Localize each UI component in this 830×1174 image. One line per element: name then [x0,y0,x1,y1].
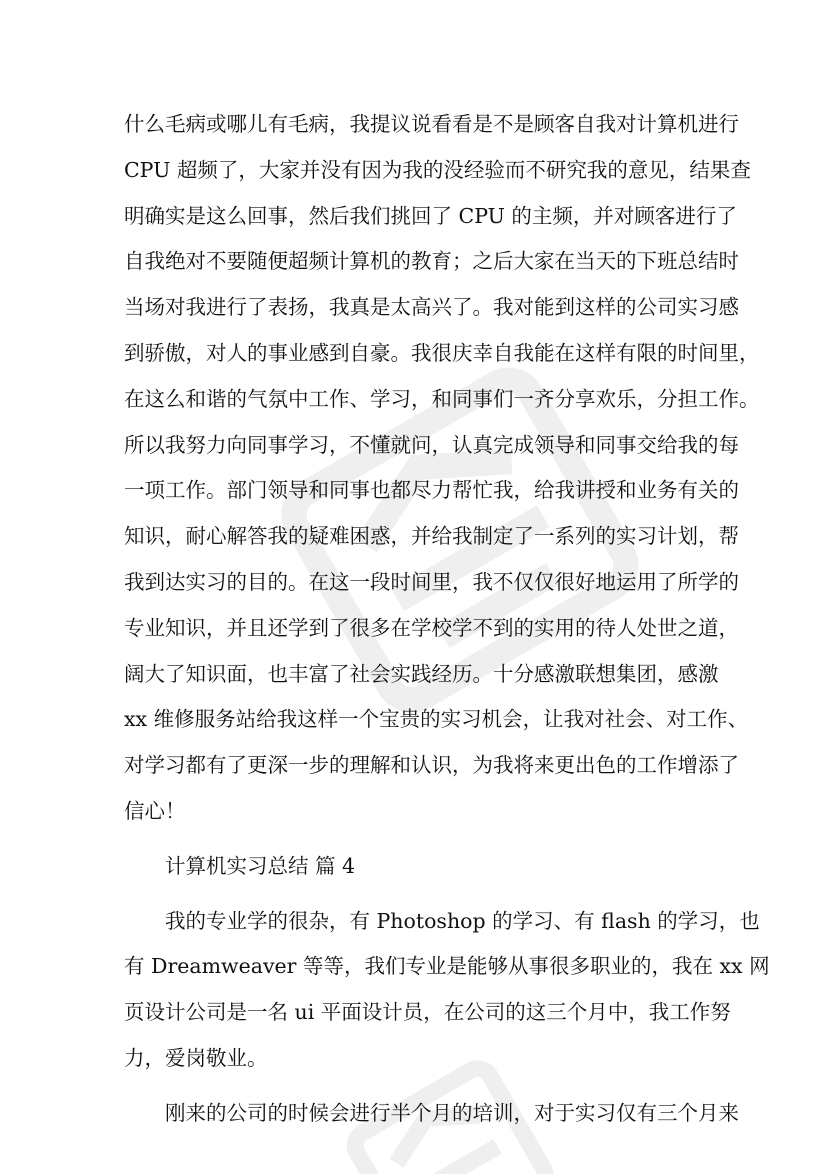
text-line: 知识，耐心解答我的疑难困惑，并给我制定了一系列的实习计划，帮 [124,524,739,549]
text-line: 专业知识，并且还学到了很多在学校学不到的实用的待人处世之道， [124,615,739,640]
text-line: 在这么和谐的气氛中工作、学习，和同事们一齐分享欢乐，分担工作。 [124,386,760,411]
text-line: 刚来的公司的时候会进行半个月的培训，对于实习仅有三个月来 [165,1100,739,1125]
text-line: 明确实是这么回事，然后我们挑回了 CPU 的主频，并对顾客进行了 [124,203,737,228]
document-body [124,102,770,1137]
text-line: 我到达实习的目的。在这一段时间里，我不仅仅很好地运用了所学的 [124,569,739,594]
text-line: CPU 超频了，大家并没有因为我的没经验而不研究我的意见，结果查 [124,157,751,182]
text-line: xx 维修服务站给我这样一个宝贵的实习机会，让我对社会、对工作、 [124,707,749,732]
text-line: 所以我努力向同事学习，不懂就问，认真完成领导和同事交给我的每 [124,432,739,457]
text-line: 页设计公司是一名 ui 平面设计员，在公司的这三个月中，我工作努 [124,1000,731,1025]
text-line: 一项工作。部门领导和同事也都尽力帮忙我，给我讲授和业务有关的 [124,478,739,503]
text-line: 信心！ [124,798,186,823]
section-heading: 计算机实习总结 篇 4 [165,853,356,878]
text-line: 对学习都有了更深一步的理解和认识，为我将来更出色的工作增添了 [124,753,739,778]
text-line: 当场对我进行了表扬，我真是太高兴了。我对能到这样的公司实习感 [124,295,739,320]
text-line: 阔大了知识面，也丰富了社会实践经历。十分感激联想集团，感激 [124,661,719,686]
text-line: 有 Dreamweaver 等等，我们专业是能够从事很多职业的，我在 xx 网 [124,954,770,979]
text-line: 到骄傲，对人的事业感到自豪。我很庆幸自我能在这样有限的时间里， [124,340,760,365]
text-line: 力，爱岗敬业。 [124,1045,268,1070]
text-line: 什么毛病或哪儿有毛病，我提议说看看是不是顾客自我对计算机进行 [124,112,739,136]
text-line: 我的专业学的很杂，有 Photoshop 的学习、有 flash 的学习，也 [165,908,760,933]
text-line: 自我绝对不要随便超频计算机的教育；之后大家在当天的下班总结时 [124,249,739,274]
